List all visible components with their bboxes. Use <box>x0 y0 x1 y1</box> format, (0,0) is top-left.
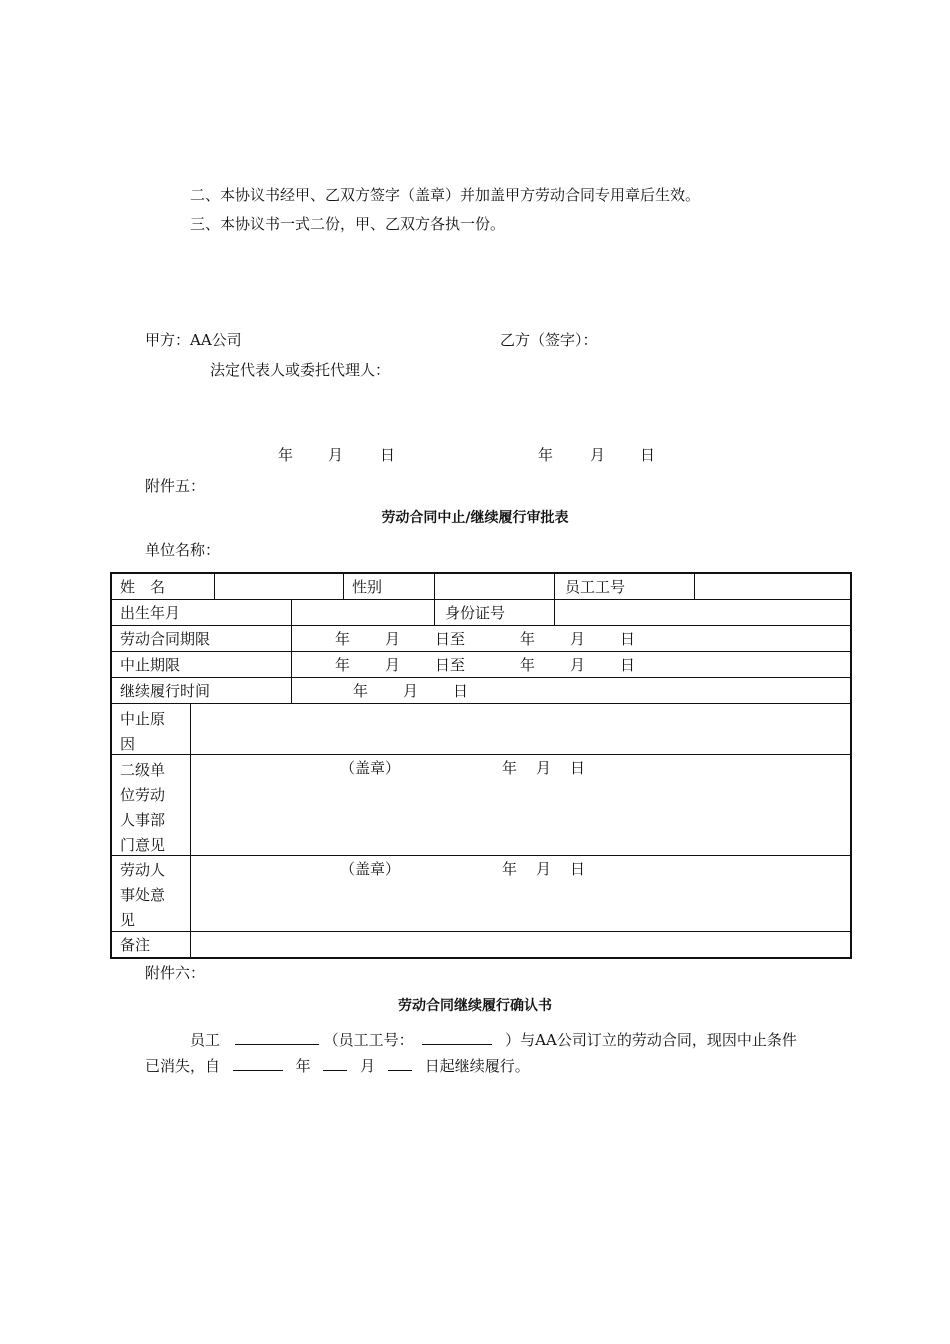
hr-day: 日 <box>570 860 586 878</box>
id-number-label: 身份证号 <box>445 604 506 622</box>
year-blank[interactable] <box>233 1055 283 1071</box>
hr-year: 年 <box>502 860 518 878</box>
dept-year: 年 <box>502 759 518 777</box>
contract-end-month: 月 <box>570 630 586 648</box>
line2-suffix: 日起继续履行。 <box>424 1057 530 1075</box>
date-a-day: 日 <box>380 446 396 464</box>
suspension-end-year: 年 <box>520 656 536 674</box>
employee-no-blank[interactable] <box>422 1029 492 1045</box>
reason-label <box>120 707 165 757</box>
employee-no-label: 员工工号 <box>565 578 626 596</box>
confirmation-line-1 <box>190 1029 797 1050</box>
dept-month: 月 <box>536 759 552 777</box>
hr-opinion-label <box>120 858 165 933</box>
employee-no-prefix: （员工工号： <box>323 1031 414 1049</box>
contract-end-year: 年 <box>520 630 536 648</box>
name-label: 姓 名 <box>120 578 166 596</box>
suspension-start-day-to: 日至 <box>435 656 466 674</box>
contract-end-day: 日 <box>620 630 636 648</box>
attachment6-title: 劳动合同继续履行确认书 <box>398 998 552 1014</box>
dept-opinion-line-2: 位劳动 <box>120 786 166 804</box>
date-a-month: 月 <box>328 446 344 464</box>
hr-stamp: （盖章） <box>340 860 401 878</box>
birth-label: 出生年月 <box>120 604 181 622</box>
date-b-month: 月 <box>590 446 606 464</box>
employee-name-blank[interactable] <box>235 1029 319 1045</box>
suspension-end-day: 日 <box>620 656 636 674</box>
date-a-year: 年 <box>278 446 294 464</box>
contract-start-year: 年 <box>335 630 351 648</box>
contract-period-label: 劳动合同期限 <box>120 630 211 648</box>
clause-3: 三、本协议书一式二份，甲、乙双方各执一份。 <box>190 215 506 233</box>
resume-year: 年 <box>353 682 369 700</box>
attachment5-title: 劳动合同中止/继续履行审批表 <box>381 510 569 526</box>
dept-opinion-line-4: 门意见 <box>120 836 166 854</box>
unit-name-label: 单位名称： <box>145 541 221 559</box>
dept-stamp: （盖章） <box>340 759 401 777</box>
date-b-day: 日 <box>640 446 656 464</box>
representative-label: 法定代表人或委托代理人： <box>210 361 391 379</box>
remarks-label: 备注 <box>120 936 151 954</box>
resume-month: 月 <box>403 682 419 700</box>
suspension-start-year: 年 <box>335 656 351 674</box>
dept-opinion-line-1: 二级单 <box>120 761 166 779</box>
hr-opinion-line-1: 劳动人 <box>120 861 166 879</box>
date-b-year: 年 <box>538 446 554 464</box>
suspension-end-month: 月 <box>570 656 586 674</box>
party-a-label: 甲方：AA公司 <box>145 331 242 349</box>
gender-label: 性别 <box>352 578 383 596</box>
hr-opinion-line-2: 事处意 <box>120 886 166 904</box>
hr-month: 月 <box>536 860 552 878</box>
contract-start-month: 月 <box>385 630 401 648</box>
line2-prefix: 已消失，自 <box>145 1057 221 1075</box>
suspension-start-month: 月 <box>385 656 401 674</box>
resume-time-label: 继续履行时间 <box>120 682 211 700</box>
employee-prefix: 员工 <box>190 1031 221 1049</box>
attachment5-label: 附件五： <box>145 477 206 495</box>
reason-label-line-1: 中止原 <box>120 710 166 728</box>
line2-month: 月 <box>360 1057 376 1075</box>
dept-opinion-label <box>120 758 165 858</box>
dept-opinion-line-3: 人事部 <box>120 811 166 829</box>
contract-start-day-to: 日至 <box>435 630 466 648</box>
hr-opinion-line-3: 见 <box>120 911 136 929</box>
day-blank[interactable] <box>388 1055 412 1071</box>
clause-2: 二、本协议书经甲、乙双方签字（盖章）并加盖甲方劳动合同专用章后生效。 <box>190 186 701 204</box>
dept-day: 日 <box>570 759 586 777</box>
line2-year: 年 <box>295 1057 311 1075</box>
suspension-period-label: 中止期限 <box>120 656 181 674</box>
month-blank[interactable] <box>323 1055 347 1071</box>
resume-day: 日 <box>453 682 469 700</box>
line1-rest: ）与AA公司订立的劳动合同，现因中止条件 <box>505 1031 797 1049</box>
party-b-label: 乙方（签字）： <box>500 331 598 349</box>
attachment6-label: 附件六： <box>145 964 206 982</box>
confirmation-line-2 <box>145 1055 530 1076</box>
reason-label-line-2: 因 <box>120 735 136 753</box>
